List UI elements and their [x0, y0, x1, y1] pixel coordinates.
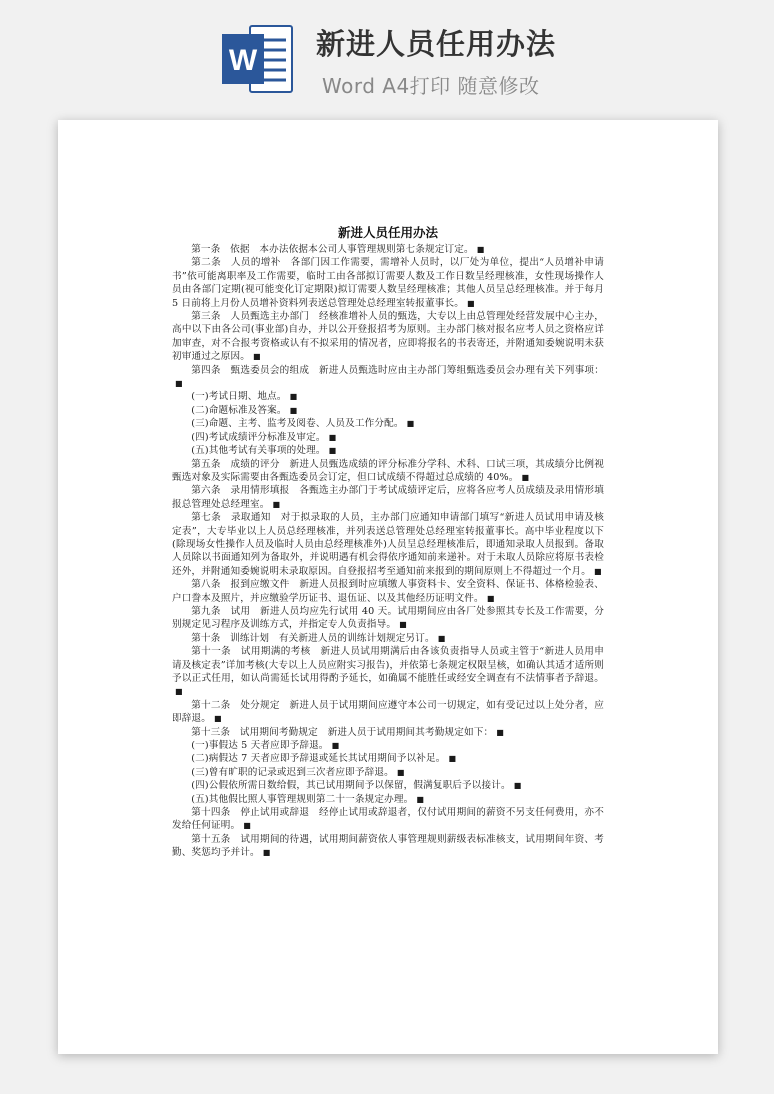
paragraph-text: (二)病假达 7 天者应即予辞退或延长其试用期间予以补足。: [191, 753, 446, 765]
document-title: 新进人员任用办法: [337, 225, 438, 240]
paragraph-text: (一)考试日期、地点。: [191, 391, 287, 403]
paragraph-mark-icon: ■: [262, 848, 271, 858]
document-paragraph: [172, 726, 604, 739]
paragraph-text: (五)其他考试有关事项的处理。: [191, 445, 326, 457]
document-paragraph: [172, 578, 604, 605]
paragraph-mark-icon: ■: [406, 419, 415, 429]
paragraph-text: (三)曾有旷职的记录或迟到三次者应即予辞退。: [191, 766, 394, 778]
document-page: [58, 120, 718, 1054]
paragraph-text: 第二条 人员的增补 各部门因工作需要，需增补人员时，以厂处为单位，提出“人员增补申请书”依可能离职率及工作需要，临时工由各部拟订需要人数及工作日数呈经理核准，女性现场操作人员由各部门定期(视可能变化订定期限)拟订需要人数呈经理核准；其他人员呈总经理核准。并于每月 5 日前将上月份人员增补资料列表送总管理处总经理室转报董事长。: [172, 257, 604, 309]
paragraph-mark-icon: ■: [448, 754, 457, 764]
paragraph-mark-icon: ■: [175, 687, 183, 697]
document-paragraph: [172, 511, 604, 578]
paragraph-mark-icon: ■: [272, 499, 281, 509]
paragraph-text: 第十五条 试用期间的待遇，试用期间薪资依人事管理规则薪级表标准核支，试用期间年资、考勤、奖惩均予并计。: [172, 833, 604, 859]
document-paragraph: [172, 605, 604, 632]
document-paragraph: [172, 444, 604, 457]
paragraph-text: 第十二条 处分规定 新进人员于试用期间应遵守本公司一切规定，如有受记过以上处分者，应即辞退。: [172, 699, 604, 725]
paragraph-text: 第五条 成绩的评分 新进人员甄选成绩的评分标准分学科、术科、口试三项，其成绩分比例视甄选对象及实际需要由各甄选委员会订定，但口试成绩不得超过总成绩的 40%。: [172, 458, 604, 483]
paragraph-text: 第六条 录用情形填报 各甄选主办部门于考试成绩评定后，应将各应考人员成绩及录用情形填报总管理处总经理室。: [172, 485, 604, 510]
paragraph-mark-icon: ■: [175, 379, 183, 389]
paragraph-mark-icon: ■: [243, 821, 251, 831]
paragraph-text: 第十一条 试用期满的考核 新进人员试用期满后由各该负责指导人员或主管于“新进人员用申请及核定表”详加考核(大专以上人员应附实习报告)，并依第七条规定权限呈核，如确认其适才适所则予以正式任用，如认尚需延长试用得酌予延长，如确属不能胜任或经安全调查有不法情事者予辞退。: [172, 646, 604, 684]
document-paragraph: [172, 779, 604, 792]
document-body: [172, 224, 604, 860]
document-paragraph: [172, 739, 604, 752]
document-paragraph: [172, 390, 604, 403]
paragraph-text: 第十三条 试用期间考勤规定 新进人员于试用期间其考勤规定如下：: [191, 726, 494, 738]
document-paragraph: [172, 458, 604, 485]
paragraph-text: (四)考试成绩评分标准及审定。: [191, 431, 326, 443]
paragraph-text: 第十条 训练计划 有关新进人员的训练计划规定另订。: [191, 632, 435, 644]
paragraph-text: 第三条 人员甄选主办部门 经核准增补人员的甄选，大专以上由总管理处经营发展中心主办，高中以下由各公司(事业部)自办，并以公开登报招考为原则。主办部门核对报名应考人员之资格应详加审查，对不合报考资格或认有不拟采用的情况者，应即将报名的书表寄还，并附通知委婉说明未获初审通过之原因。: [172, 311, 604, 363]
paragraph-mark-icon: ■: [476, 245, 485, 254]
paragraph-mark-icon: ■: [289, 405, 298, 415]
document-paragraphs: [172, 243, 604, 860]
paragraph-mark-icon: ■: [213, 714, 222, 724]
paragraph-text: 第一条 依据 本办法依据本公司人事管理规则第七条规定订定。: [191, 244, 474, 255]
document-paragraph: [172, 364, 604, 391]
document-paragraph: [172, 243, 604, 256]
document-paragraph: [172, 699, 604, 726]
paragraph-mark-icon: ■: [289, 392, 298, 402]
paragraph-text: 第四条 甄选委员会的组成 新进人员甄选时应由主办部门筹组甄选委员会办理有关下列事项：: [191, 364, 604, 376]
document-paragraph: [172, 793, 604, 806]
paragraph-mark-icon: ■: [437, 633, 446, 643]
word-document-icon: [220, 24, 294, 94]
document-paragraph: [172, 645, 604, 699]
paragraph-mark-icon: ■: [467, 298, 475, 308]
document-paragraph: [172, 752, 604, 765]
paragraph-mark-icon: ■: [593, 566, 602, 576]
paragraph-mark-icon: ■: [486, 593, 495, 603]
document-paragraph: [172, 632, 604, 645]
word-logo-letter: W: [228, 44, 258, 77]
header-title: 新进人员任用办法: [316, 27, 557, 61]
paragraph-text: (二)命题标准及答案。: [191, 404, 287, 416]
document-paragraph: [172, 256, 604, 310]
page-header: [0, 0, 774, 110]
paragraph-mark-icon: ■: [328, 432, 337, 442]
document-paragraph: [172, 404, 604, 417]
document-paragraph: [172, 431, 604, 444]
paragraph-text: 第七条 录取通知 对于拟录取的人员，主办部门应通知申请部门填写“新进人员试用申请及核定表”，大专毕业以上人员总经理核准，并列表送总管理处总经理室转报董事长。高中毕业程度以下(除现场女性操作人员及临时人员由总经理核准外)人员呈总经理核准后，即通知录取人员报到。备取人员除以书面通知列为备取外，并说明遇有机会得依序通知前来递补。对于未取人员除应将原书表检还外，并附通知委婉说明未录取原因。自登报招考至通知前来报到的期间原则上不得超过一个月。: [172, 512, 604, 577]
paragraph-mark-icon: ■: [396, 767, 405, 777]
paragraph-mark-icon: ■: [328, 446, 337, 456]
document-paragraph: [172, 310, 604, 364]
paragraph-mark-icon: ■: [416, 794, 425, 804]
paragraph-mark-icon: ■: [331, 741, 340, 751]
paragraph-text: (五)其他假比照人事管理规则第二十一条规定办理。: [191, 793, 414, 805]
paragraph-mark-icon: ■: [513, 781, 522, 791]
paragraph-text: 第九条 试用 新进人员均应先行试用 40 天。试用期间应由各厂处参照其专长及工作需要，分别规定见习程序及训练方式，并指定专人负责指导。: [172, 605, 604, 631]
paragraph-mark-icon: ■: [399, 620, 407, 630]
paragraph-mark-icon: ■: [252, 352, 261, 362]
paragraph-text: 第十四条 停止试用或辞退 经停止试用或辞退者，仅付试用期间的薪资不另支任何费用，亦不发给任何证明。: [172, 807, 604, 832]
paragraph-mark-icon: ■: [496, 727, 504, 737]
paragraph-text: (四)公假依所需日数给假，其已试用期间予以保留，假满复职后予以接计。: [191, 780, 511, 792]
document-paragraph: [172, 484, 604, 511]
paragraph-text: 第八条 报到应缴文件 新进人员报到时应填缴人事资料卡、安全资料、保证书、体格检验表、户口誊本及照片，并应缴验学历证书、退伍证、以及其他经历证明文件。: [172, 579, 604, 604]
document-paragraph: [172, 806, 604, 833]
document-paragraph: [172, 766, 604, 779]
paragraph-text: (三)命题、主考、监考及阅卷、人员及工作分配。: [191, 418, 404, 430]
paragraph-mark-icon: ■: [521, 472, 530, 482]
document-paragraph: [172, 833, 604, 860]
header-subtitle: Word A4打印 随意修改: [322, 74, 540, 98]
paragraph-text: (一)事假达 5 天者应即予辞退。: [191, 740, 329, 752]
document-paragraph: [172, 417, 604, 430]
